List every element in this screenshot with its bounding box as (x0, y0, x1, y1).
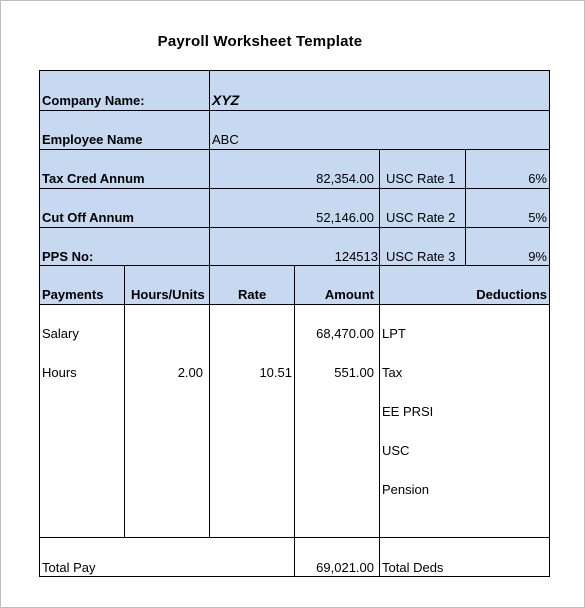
grid-line (294, 265, 295, 577)
usc-rate-3-value: 9% (528, 249, 547, 264)
deduction-item: Tax (382, 365, 403, 380)
grid-line (549, 70, 550, 577)
payment-amount: 551.00 (334, 365, 374, 380)
col-rate: Rate (238, 287, 267, 302)
page-title: Payroll Worksheet Template (157, 33, 363, 50)
tax-cred-label: Tax Cred Annum (42, 171, 145, 186)
grid-line (39, 70, 40, 577)
payment-hours: 2.00 (177, 365, 203, 380)
payment-label: Hours (42, 365, 77, 380)
grid-line (209, 70, 210, 266)
usc-rate-2-value: 5% (528, 210, 547, 225)
col-hours: Hours/Units (131, 287, 205, 302)
grid-line (124, 265, 125, 538)
usc-rate-1-value: 6% (528, 171, 547, 186)
cut-off-value: 52,146.00 (316, 210, 374, 225)
grid-line (209, 265, 210, 538)
col-deductions: Deductions (476, 287, 547, 302)
grid-line (465, 149, 466, 266)
grid-line (39, 227, 550, 228)
grid-line (379, 149, 380, 577)
total-pay-label: Total Pay (42, 560, 96, 575)
deduction-item: EE PRSI (382, 404, 434, 419)
company-name-value: XYZ (212, 92, 240, 108)
pps-label: PPS No: (42, 249, 94, 264)
usc-rate-2-label: USC Rate 2 (386, 210, 456, 225)
deduction-item: USC (382, 443, 410, 458)
col-payments: Payments (42, 287, 104, 302)
tax-cred-value: 82,354.00 (316, 171, 374, 186)
usc-rate-1-label: USC Rate 1 (386, 171, 456, 186)
col-amount: Amount (324, 287, 374, 302)
pps-value: 124513 (334, 249, 378, 264)
deduction-item: Pension (382, 482, 429, 497)
usc-rate-3-label: USC Rate 3 (386, 249, 456, 264)
grid-line (39, 70, 550, 71)
payment-label: Salary (42, 326, 79, 341)
payment-amount: 68,470.00 (316, 326, 374, 341)
grid-line (39, 110, 550, 111)
grid-line (39, 149, 550, 150)
total-pay-value: 69,021.00 (316, 560, 374, 575)
total-deds-label: Total Deds (382, 560, 444, 575)
deduction-item: LPT (382, 326, 406, 341)
payment-rate: 10.51 (259, 365, 292, 380)
employee-name-value: ABC (212, 132, 239, 147)
employee-name-label: Employee Name (42, 132, 143, 147)
cut-off-label: Cut Off Annum (42, 210, 134, 225)
company-name-label: Company Name: (42, 93, 145, 108)
grid-line (39, 188, 550, 189)
